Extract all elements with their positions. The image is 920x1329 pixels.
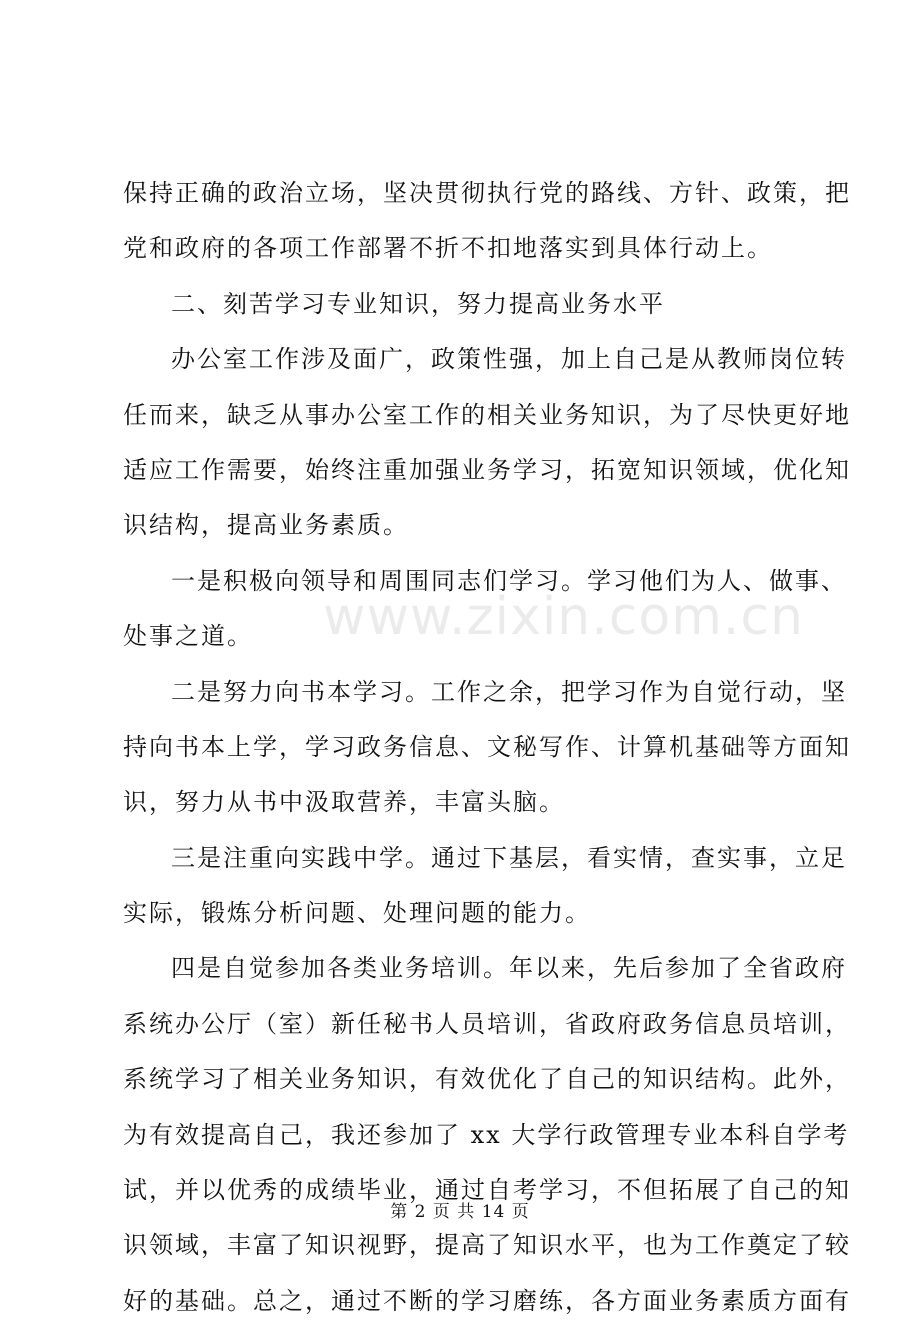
text-line: 党和政府的各项工作部署不折不扣地落实到具体行动上。 [123, 234, 773, 263]
page-number: 第 2 页 共 14 页 [390, 1202, 530, 1222]
text-line: 一是积极向领导和周围同志们学习。学习他们为人、做事、 [171, 566, 847, 595]
watermark: www.zixin.com.cn [323, 587, 804, 647]
text-line: 识领域，丰富了知识视野，提高了知识水平，也为工作奠定了较 [123, 1231, 851, 1260]
text-line: 系统学习了相关业务知识，有效优化了自己的知识结构。此外， [123, 1065, 851, 1094]
body-text [123, 166, 851, 1329]
text-line: 三是注重向实践中学。通过下基层，看实情，查实事，立足 [171, 843, 847, 872]
section-heading: 二、刻苦学习专业知识，努力提高业务水平 [171, 289, 665, 318]
text-line: 适应工作需要，始终注重加强业务学习，拓宽知识领域，优化知 [123, 455, 851, 484]
text-line: 好的基础。总之，通过不断的学习磨练，各方面业务素质方面有 [123, 1286, 851, 1315]
text-line: 识结构，提高业务素质。 [123, 511, 409, 540]
text-line: 办公室工作涉及面广，政策性强，加上自己是从教师岗位转 [171, 345, 847, 374]
text-line: 为有效提高自己，我还参加了 xx 大学行政管理专业本科自学考 [123, 1120, 850, 1149]
text-line: 系统办公厅（室）新任秘书人员培训，省政府政务信息员培训， [123, 1009, 851, 1038]
text-line: 四是自觉参加各类业务培训。年以来，先后参加了全省政府 [171, 954, 847, 983]
text-line: 识，努力从书中汲取营养，丰富头脑。 [123, 788, 565, 817]
text-line: 二是努力向书本学习。工作之余，把学习作为自觉行动，坚 [171, 677, 847, 706]
text-line: 保持正确的政治立场，坚决贯彻执行党的路线、方针、政策，把 [123, 179, 851, 207]
text-line: 试，并以优秀的成绩毕业，通过自考学习，不但拓展了自己的知 [123, 1176, 851, 1205]
text-line: 处事之道。 [123, 622, 253, 651]
text-line: 持向书本上学，学习政务信息、文秘写作、计算机基础等方面知 [123, 732, 851, 761]
text-line: 实际，锻炼分析问题、处理问题的能力。 [123, 899, 591, 928]
text-line: 任而来，缺乏从事办公室工作的相关业务知识，为了尽快更好地 [123, 400, 851, 429]
